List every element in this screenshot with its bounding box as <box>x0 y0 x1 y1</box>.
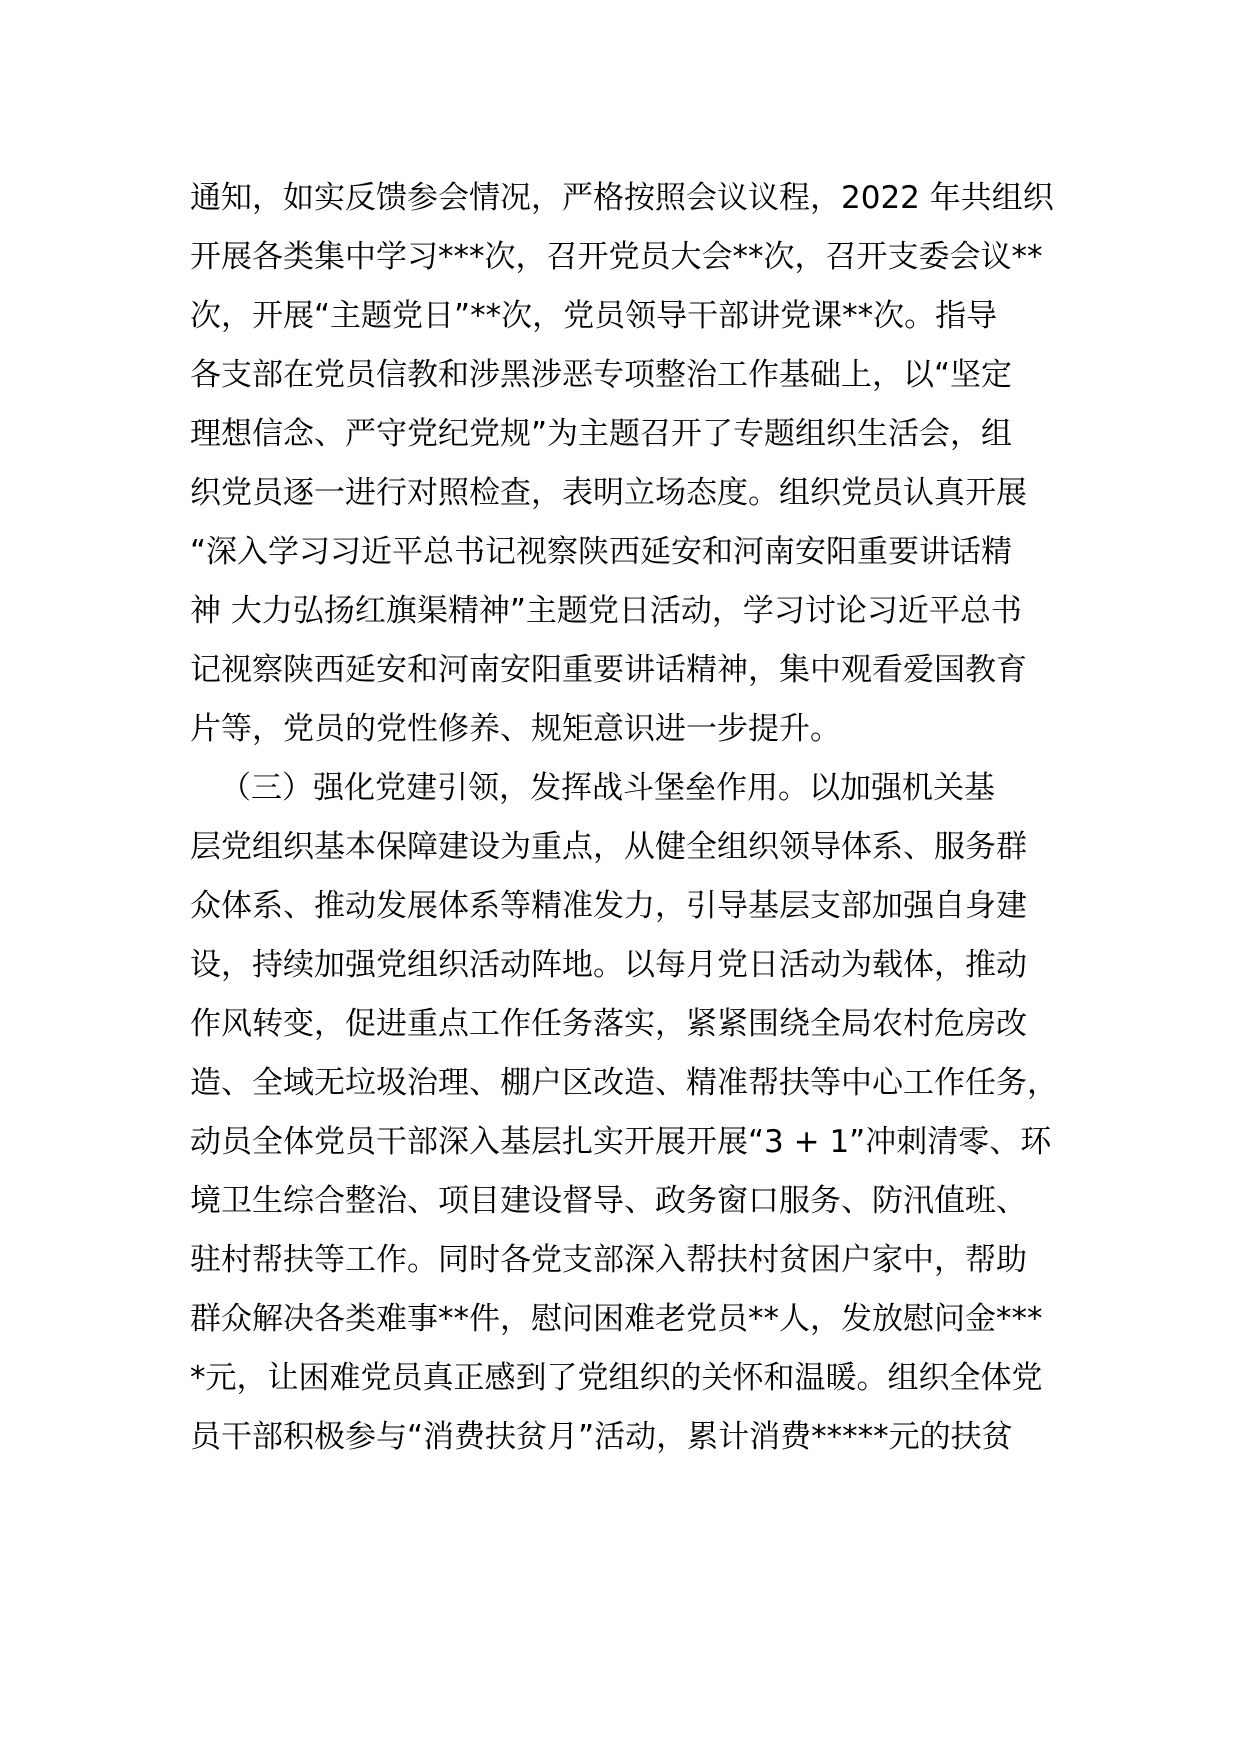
paragraph-line: “深入学习习近平总书记视察陕西延安和河南安阳重要讲话精 <box>190 534 1013 570</box>
paragraph-line: *元，让困难党员真正感到了党组织的关怀和温暖。组织全体党 <box>190 1360 1043 1396</box>
paragraph-line: 各支部在党员信教和涉黑涉恶专项整治工作基础上，以“坚定 <box>190 357 1013 393</box>
paragraph-line: 理想信念、严守党纪党规”为主题召开了专题组织生活会，组 <box>190 416 1013 452</box>
paragraph-line: 神 大力弘扬红旗渠精神”主题党日活动，学习讨论习近平总书 <box>190 593 1022 629</box>
paragraph-line: 境卫生综合整治、项目建设督导、政务窗口服务、防汛值班、 <box>190 1183 1027 1219</box>
paragraph-line: 驻村帮扶等工作。同时各党支部深入帮扶村贫困户家中，帮助 <box>190 1242 1027 1278</box>
section-heading-line: （三）强化党建引领，发挥战斗堡垒作用。以加强机关基 <box>220 770 995 806</box>
paragraph-line: 作风转变，促进重点工作任务落实，紧紧围绕全局农村危房改 <box>190 1006 1027 1042</box>
paragraph-line: 通知，如实反馈参会情况，严格按照会议议程，2022 年共组织 <box>190 180 1054 216</box>
paragraph-line: 织党员逐一进行对照检查，表明立场态度。组织党员认真开展 <box>190 475 1027 511</box>
paragraph-line: 开展各类集中学习***次，召开党员大会**次，召开支委会议** <box>190 239 1043 275</box>
paragraph-line: 记视察陕西延安和河南安阳重要讲话精神，集中观看爱国教育 <box>190 652 1027 688</box>
paragraph-line: 次，开展“主题党日”**次，党员领导干部讲党课**次。指导 <box>190 298 998 334</box>
paragraph-line: 众体系、推动发展体系等精准发力，引导基层支部加强自身建 <box>190 888 1027 924</box>
paragraph-line: 造、全域无垃圾治理、棚户区改造、精准帮扶等中心工作任务， <box>190 1065 1058 1101</box>
paragraph-line: 动员全体党员干部深入基层扎实开展开展“3 + 1”冲刺清零、环 <box>190 1124 1052 1160</box>
paragraph-line: 设，持续加强党组织活动阵地。以每月党日活动为载体，推动 <box>190 947 1027 983</box>
paragraph-line: 群众解决各类难事**件，慰问困难老党员**人，发放慰问金*** <box>190 1301 1043 1337</box>
paragraph-line: 员干部积极参与“消费扶贫月”活动，累计消费*****元的扶贫 <box>190 1419 1013 1455</box>
paragraph-line: 层党组织基本保障建设为重点，从健全组织领导体系、服务群 <box>190 829 1027 865</box>
paragraph-line: 片等，党员的党性修养、规矩意识进一步提升。 <box>190 711 841 747</box>
